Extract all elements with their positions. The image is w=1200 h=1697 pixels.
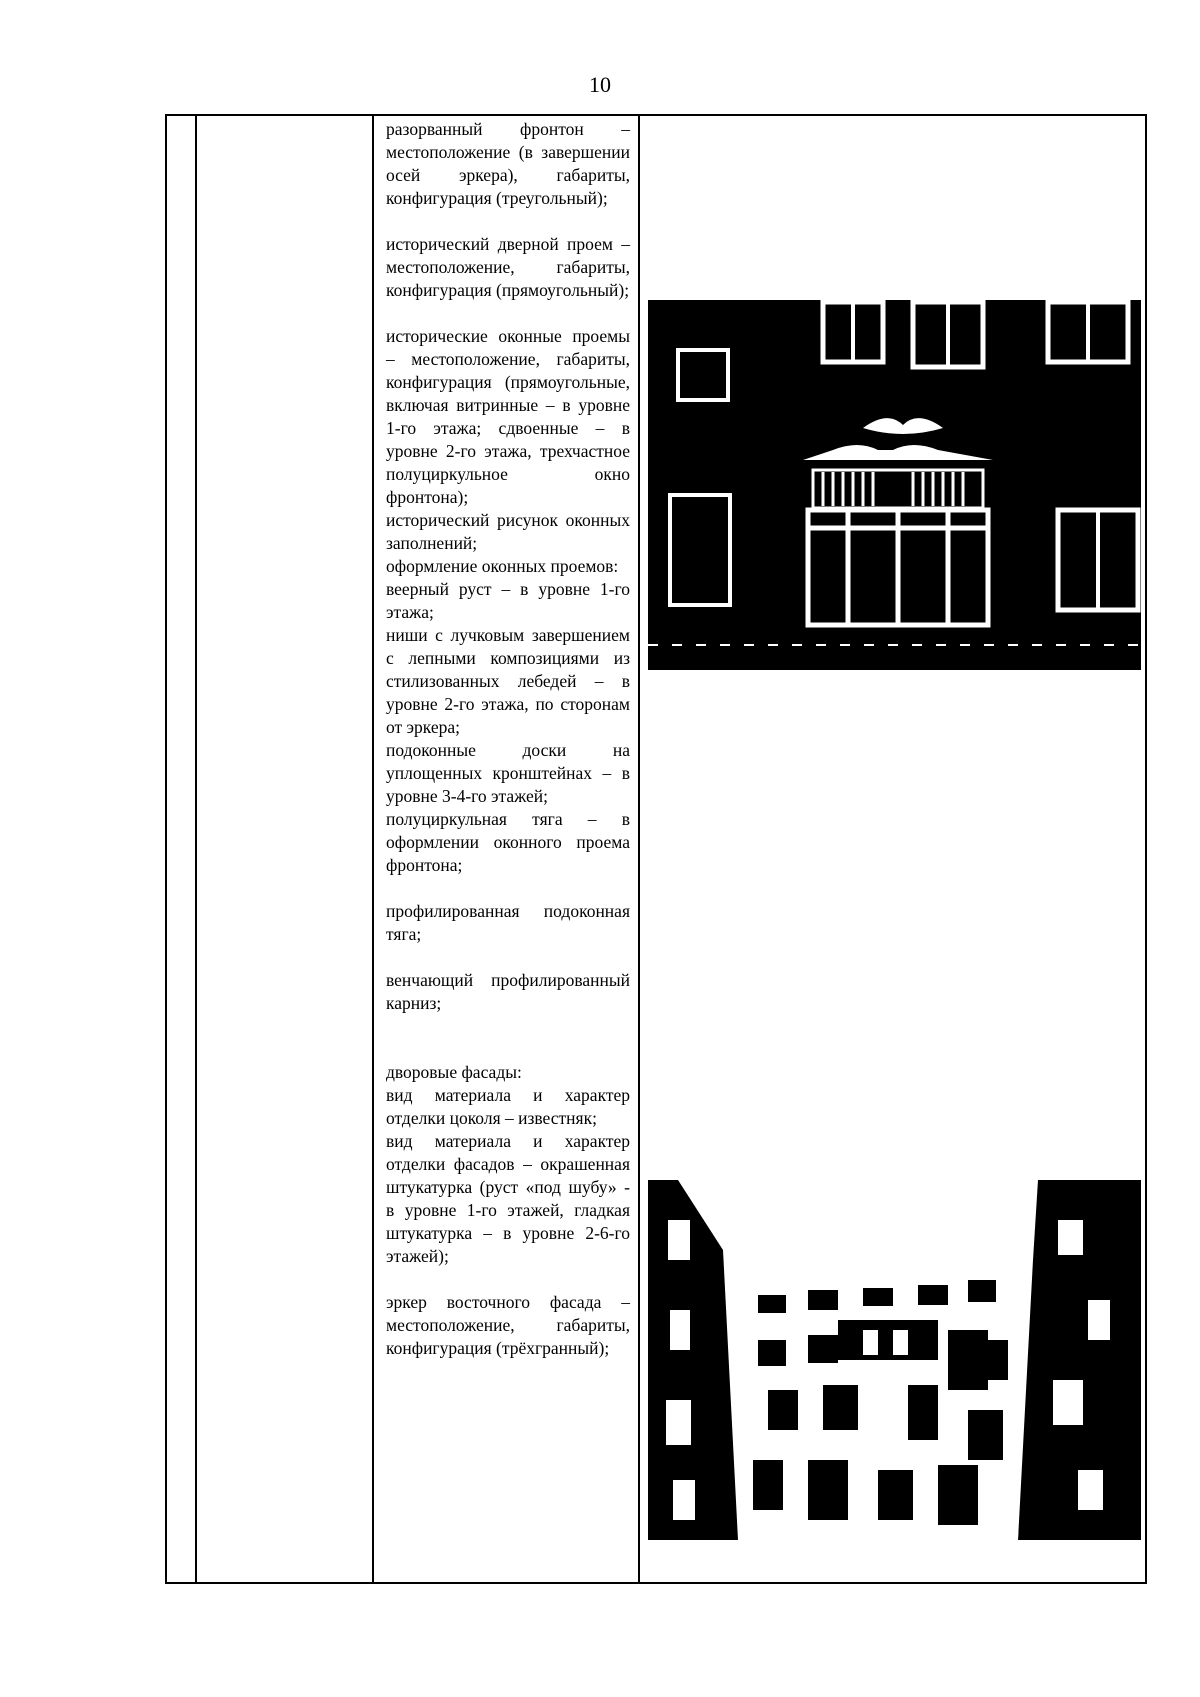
text-paragraph: подоконные доски на уплощенных кронштейнах – в уровне 3-4-го этажей; — [386, 740, 630, 806]
text-paragraph: исторический рисунок оконных заполнений; — [386, 510, 630, 553]
page-number: 10 — [589, 72, 611, 97]
facade-photo-courtyard — [648, 1180, 1141, 1540]
text-paragraph: вид материала и характер отделки фасадов – окрашенная штукатурка (руст «под шубу» - в уровне 1-го этажей, гладкая штукатурка – в уровне 2-6-го этажей); — [386, 1131, 630, 1266]
text-paragraph: оформление оконных проемов: — [386, 556, 619, 576]
text-paragraph: веерный руст – в уровне 1-го этажа; — [386, 579, 630, 622]
text-paragraph: профилированная подоконная тяга; — [386, 901, 630, 944]
text-paragraph: венчающий профилированный карниз; — [386, 970, 630, 1013]
facade-photo-street — [648, 300, 1141, 670]
text-paragraph: полуциркульная тяга – в оформлении оконного проема фронтона; — [386, 809, 630, 875]
text-paragraph: исторические оконные проемы – местоположение, габариты, конфигурация (прямоугольные, включая витринные – в уровне 1-го этажа; сдвоенные – в уровне 2-го этажа, трехчастное полуциркульное окно фронтона); — [386, 326, 630, 507]
text-paragraph: вид материала и характер отделки цоколя – известняк; — [386, 1085, 630, 1128]
text-paragraph: исторический дверной проем – местоположение, габариты, конфигурация (прямоугольный); — [386, 234, 630, 300]
description-column — [386, 118, 630, 1360]
column-divider-1 — [195, 114, 197, 1584]
column-divider-3 — [638, 114, 640, 1584]
text-paragraph: ниши с лучковым завершением с лепными композициями из стилизованных лебедей – в уровне 2-го этажа, по сторонам от эркера; — [386, 625, 630, 737]
text-paragraph: эркер восточного фасада – местоположение, габариты, конфигурация (трёхгранный); — [386, 1292, 630, 1358]
text-paragraph: дворовые фасады: — [386, 1062, 522, 1082]
text-paragraph: разорванный фронтон – местоположение (в завершении осей эркера), габариты, конфигурация (треугольный); — [386, 119, 630, 208]
column-divider-2 — [372, 114, 374, 1584]
